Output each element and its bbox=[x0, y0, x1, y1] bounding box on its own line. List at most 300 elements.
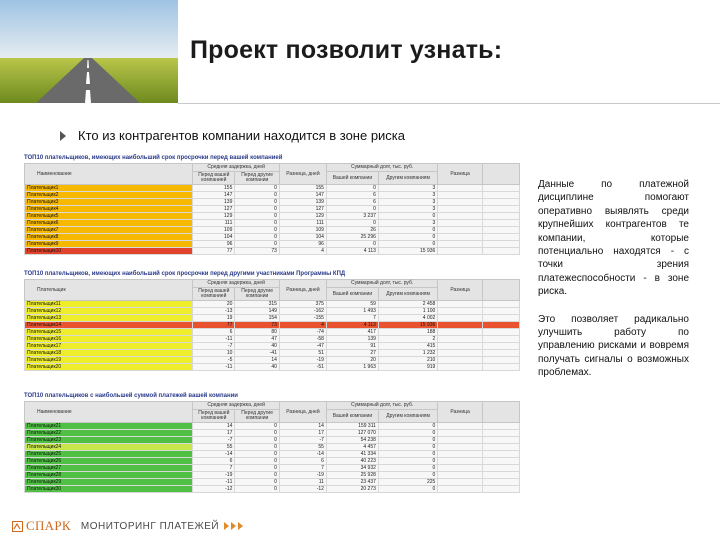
table-cell: 2 458 bbox=[378, 301, 437, 308]
table-cell: 27 bbox=[326, 350, 378, 357]
table-cell: 14 bbox=[193, 423, 235, 430]
spark-logo-icon bbox=[12, 521, 23, 532]
header-group-delay: Средняя задержка, дней bbox=[193, 164, 280, 172]
table-cell bbox=[438, 364, 483, 371]
table-cell: 0 bbox=[235, 472, 280, 479]
table-cell: 55 bbox=[279, 444, 326, 451]
table-cell bbox=[438, 336, 483, 343]
page-title: Проект позволит узнать: bbox=[190, 36, 503, 64]
table-cell: -7 bbox=[193, 437, 235, 444]
table-cell-empty bbox=[482, 206, 519, 213]
table-cell: 0 bbox=[378, 451, 437, 458]
payer-name: Плательщик21 bbox=[25, 423, 193, 430]
table-row bbox=[25, 234, 520, 241]
table-cell: -11 bbox=[193, 336, 235, 343]
table-cell: 51 bbox=[279, 350, 326, 357]
header-debt-yours: Вашей компании bbox=[326, 172, 378, 185]
table-row bbox=[25, 248, 520, 255]
table-cell: 1 963 bbox=[326, 364, 378, 371]
table-cell: -155 bbox=[279, 315, 326, 322]
table-cell bbox=[438, 322, 483, 329]
payer-name: Плательщик27 bbox=[25, 465, 193, 472]
table-cell: 139 bbox=[279, 199, 326, 206]
table-cell: 0 bbox=[235, 458, 280, 465]
table-cell bbox=[438, 437, 483, 444]
header-delay-others: Перед другие компании bbox=[235, 172, 280, 185]
table-cell bbox=[438, 451, 483, 458]
header-group-delay: Средняя задержка, дней bbox=[193, 280, 280, 288]
table-cell: 14 bbox=[279, 423, 326, 430]
table-cell bbox=[438, 308, 483, 315]
payer-name: Плательщик25 bbox=[25, 451, 193, 458]
table-cell: 0 bbox=[326, 241, 378, 248]
table-cell: 3 bbox=[378, 185, 437, 192]
table-cell: 96 bbox=[279, 241, 326, 248]
table-cell: 111 bbox=[193, 220, 235, 227]
header-delay-yours: Перед вашей компанией bbox=[193, 288, 235, 301]
payer-name: Плательщик9 bbox=[25, 241, 193, 248]
table-row bbox=[25, 206, 520, 213]
table-cell: 417 bbox=[326, 329, 378, 336]
payer-name: Плательщик22 bbox=[25, 430, 193, 437]
table-cell bbox=[438, 479, 483, 486]
table-cell: 6 bbox=[193, 458, 235, 465]
table-top-overdue bbox=[24, 154, 520, 255]
table-cell: 1 100 bbox=[378, 308, 437, 315]
table-cell: 0 bbox=[235, 451, 280, 458]
table-cell bbox=[438, 357, 483, 364]
arrow-right-icon bbox=[60, 131, 66, 141]
table-cell: -12 bbox=[193, 486, 235, 493]
table-cell-empty bbox=[482, 329, 519, 336]
table-cell: 26 bbox=[326, 227, 378, 234]
payer-name: Плательщик29 bbox=[25, 479, 193, 486]
table-cell: 34 932 bbox=[326, 465, 378, 472]
table-cell: -41 bbox=[235, 350, 280, 357]
table-cell: 7 bbox=[326, 315, 378, 322]
table-cell bbox=[438, 192, 483, 199]
table-cell: 127 070 bbox=[326, 430, 378, 437]
table-cell: 20 bbox=[193, 301, 235, 308]
table-cell-empty bbox=[482, 479, 519, 486]
table-cell: 225 bbox=[378, 479, 437, 486]
table-cell: 3 bbox=[378, 206, 437, 213]
table-cell: 10 bbox=[193, 350, 235, 357]
table-cell: -11 bbox=[193, 479, 235, 486]
payer-name: Плательщик12 bbox=[25, 308, 193, 315]
table-row bbox=[25, 444, 520, 451]
table-cell bbox=[438, 472, 483, 479]
payer-name: Плательщик24 bbox=[25, 444, 193, 451]
table-cell-empty bbox=[482, 423, 519, 430]
table-cell: 0 bbox=[235, 234, 280, 241]
payer-name: Плательщик11 bbox=[25, 301, 193, 308]
table-cell-empty bbox=[482, 322, 519, 329]
table-cell: 159 311 bbox=[326, 423, 378, 430]
table-caption: ТОП10 плательщиков с наибольшей суммой платежей вашей компании bbox=[24, 393, 238, 399]
table-row bbox=[25, 486, 520, 493]
table-cell-empty bbox=[482, 220, 519, 227]
table-cell: 0 bbox=[326, 206, 378, 213]
table-cell-empty bbox=[482, 336, 519, 343]
table-cell: 0 bbox=[378, 430, 437, 437]
table-cell bbox=[438, 185, 483, 192]
table-cell: 17 bbox=[279, 430, 326, 437]
payer-name: Плательщик18 bbox=[25, 350, 193, 357]
table-cell bbox=[438, 248, 483, 255]
table-cell: 0 bbox=[235, 465, 280, 472]
table-cell: -162 bbox=[279, 308, 326, 315]
table-cell: 40 223 bbox=[326, 458, 378, 465]
table-cell-empty bbox=[482, 486, 519, 493]
table-cell: 15 936 bbox=[378, 322, 437, 329]
table-cell-empty bbox=[482, 357, 519, 364]
table-cell: 96 bbox=[193, 241, 235, 248]
table-cell: 154 bbox=[235, 315, 280, 322]
payer-name: Плательщик6 bbox=[25, 220, 193, 227]
footer bbox=[12, 519, 243, 533]
table-cell: 4 bbox=[279, 248, 326, 255]
table-cell: 155 bbox=[279, 185, 326, 192]
table-cell bbox=[438, 301, 483, 308]
table-cell: -19 bbox=[279, 472, 326, 479]
table-cell: 41 334 bbox=[326, 451, 378, 458]
table-cell: -14 bbox=[279, 451, 326, 458]
table-row bbox=[25, 185, 520, 192]
table-row bbox=[25, 301, 520, 308]
header-name: Плательщик bbox=[25, 280, 193, 301]
table-cell: 155 bbox=[193, 185, 235, 192]
header-extra bbox=[482, 164, 519, 185]
side-paragraph-2: Это позволяет радикально улучшить работу по управлению рисками и вовремя получать сигналы о возможных проблемах. bbox=[538, 313, 689, 379]
table-cell: 315 bbox=[235, 301, 280, 308]
bullet-point bbox=[60, 128, 405, 143]
header-delay-others: Перед другие компании bbox=[235, 288, 280, 301]
table-cell bbox=[438, 465, 483, 472]
table-cell: 111 bbox=[279, 220, 326, 227]
table-cell: 147 bbox=[279, 192, 326, 199]
table-cell: -7 bbox=[279, 437, 326, 444]
table-cell bbox=[438, 329, 483, 336]
table-cell: 375 bbox=[279, 301, 326, 308]
table-cell: 188 bbox=[378, 329, 437, 336]
table-cell bbox=[438, 234, 483, 241]
table-cell: 4 bbox=[279, 322, 326, 329]
table-top-overdue-others bbox=[24, 270, 520, 371]
table-cell-empty bbox=[482, 248, 519, 255]
table-cell-empty bbox=[482, 364, 519, 371]
side-paragraph-1: Данные по платежной дисциплине помогают оперативно выявлять среди крупнейших контрагентов те компании, которые потенциально находятся - с точки зрения платежеспособности - в зоне риска. bbox=[538, 179, 689, 298]
payer-name: Плательщик30 bbox=[25, 486, 193, 493]
header-group-debt: Суммарный долг, тыс. руб. bbox=[326, 402, 437, 410]
table-row bbox=[25, 472, 520, 479]
payer-name: Плательщик16 bbox=[25, 336, 193, 343]
table-cell-empty bbox=[482, 437, 519, 444]
table-cell: -5 bbox=[193, 357, 235, 364]
table-cell: 4 113 bbox=[326, 322, 378, 329]
table-cell: 109 bbox=[193, 227, 235, 234]
table-cell: -47 bbox=[279, 343, 326, 350]
bullet-text: Кто из контрагентов компании находится в зоне риска bbox=[78, 128, 406, 143]
table-cell: 91 bbox=[326, 343, 378, 350]
table-caption: ТОП10 плательщиков, имеющих наибольший срок просрочки перед вашей компанией bbox=[24, 155, 283, 161]
table-cell: 104 bbox=[279, 234, 326, 241]
table-cell: 139 bbox=[193, 199, 235, 206]
table-cell: 0 bbox=[326, 220, 378, 227]
table-row bbox=[25, 364, 520, 371]
table-cell: -74 bbox=[279, 329, 326, 336]
table-cell: 149 bbox=[235, 308, 280, 315]
table-cell: 0 bbox=[326, 185, 378, 192]
table-cell: 0 bbox=[378, 472, 437, 479]
table-cell: 7 bbox=[193, 465, 235, 472]
table-cell-empty bbox=[482, 185, 519, 192]
table-cell-empty bbox=[482, 308, 519, 315]
table-row bbox=[25, 241, 520, 248]
table-cell: 0 bbox=[235, 220, 280, 227]
data-table bbox=[24, 163, 520, 255]
table-row bbox=[25, 336, 520, 343]
table-cell: 3 237 bbox=[326, 213, 378, 220]
header-diff: Разница bbox=[438, 164, 483, 185]
table-cell: 40 bbox=[235, 364, 280, 371]
table-cell: 7 bbox=[279, 465, 326, 472]
table-cell: 4 002 bbox=[378, 315, 437, 322]
table-cell bbox=[438, 213, 483, 220]
triple-arrow-icon bbox=[224, 522, 243, 530]
table-row bbox=[25, 322, 520, 329]
header-debt-others: Другим компаниям bbox=[378, 288, 437, 301]
payer-name: Плательщик3 bbox=[25, 199, 193, 206]
payer-name: Плательщик13 bbox=[25, 315, 193, 322]
table-cell bbox=[438, 241, 483, 248]
payer-name: Плательщик14 bbox=[25, 322, 193, 329]
header-debt-others: Другим компаниям bbox=[378, 172, 437, 185]
spark-logo: СПАРК bbox=[26, 518, 71, 533]
header-group-delay: Средняя задержка, дней bbox=[193, 402, 280, 410]
table-cell: 20 273 bbox=[326, 486, 378, 493]
table-cell: 25 928 bbox=[326, 472, 378, 479]
table-cell-empty bbox=[482, 444, 519, 451]
table-cell: 129 bbox=[193, 213, 235, 220]
table-cell: 6 bbox=[326, 199, 378, 206]
table-cell: 2 bbox=[378, 336, 437, 343]
table-cell: -12 bbox=[279, 486, 326, 493]
table-row bbox=[25, 479, 520, 486]
table-cell: 73 bbox=[235, 248, 280, 255]
table-cell: 210 bbox=[378, 357, 437, 364]
footer-text: МОНИТОРИНГ ПЛАТЕЖЕЙ bbox=[80, 520, 220, 532]
table-cell: 11 bbox=[279, 479, 326, 486]
table-cell: -58 bbox=[279, 336, 326, 343]
table-cell-empty bbox=[482, 350, 519, 357]
table-cell: 0 bbox=[378, 227, 437, 234]
header-divider bbox=[178, 103, 720, 104]
table-row bbox=[25, 220, 520, 227]
payer-name: Плательщик15 bbox=[25, 329, 193, 336]
payer-name: Плательщик19 bbox=[25, 357, 193, 364]
table-cell: -11 bbox=[193, 364, 235, 371]
table-cell-empty bbox=[482, 465, 519, 472]
table-cell bbox=[438, 350, 483, 357]
table-cell: 77 bbox=[193, 248, 235, 255]
table-cell: 47 bbox=[235, 336, 280, 343]
table-cell: 0 bbox=[378, 444, 437, 451]
table-row bbox=[25, 343, 520, 350]
table-cell: 0 bbox=[378, 423, 437, 430]
payer-name: Плательщик28 bbox=[25, 472, 193, 479]
table-cell bbox=[438, 430, 483, 437]
table-cell: 0 bbox=[235, 437, 280, 444]
table-cell-empty bbox=[482, 234, 519, 241]
table-cell-empty bbox=[482, 315, 519, 322]
table-cell bbox=[438, 444, 483, 451]
table-row bbox=[25, 199, 520, 206]
table-cell: 0 bbox=[378, 234, 437, 241]
table-cell: 25 296 bbox=[326, 234, 378, 241]
table-cell: 0 bbox=[235, 444, 280, 451]
table-row bbox=[25, 329, 520, 336]
table-cell-empty bbox=[482, 227, 519, 234]
table-row bbox=[25, 315, 520, 322]
table-top-payments bbox=[24, 392, 520, 493]
header-diff: Разница bbox=[438, 402, 483, 423]
payer-name: Плательщик17 bbox=[25, 343, 193, 350]
table-cell-empty bbox=[482, 430, 519, 437]
table-cell: 55 bbox=[193, 444, 235, 451]
table-cell: 0 bbox=[235, 213, 280, 220]
payer-name: Плательщик20 bbox=[25, 364, 193, 371]
table-cell: 0 bbox=[378, 465, 437, 472]
header-debt-yours: Вашей компании bbox=[326, 288, 378, 301]
table-cell-empty bbox=[482, 241, 519, 248]
table-cell: 54 238 bbox=[326, 437, 378, 444]
payer-name: Плательщик2 bbox=[25, 192, 193, 199]
table-cell: 19 bbox=[193, 315, 235, 322]
table-row bbox=[25, 192, 520, 199]
header-name: Наименование bbox=[25, 164, 193, 185]
table-row bbox=[25, 227, 520, 234]
table-cell: 147 bbox=[193, 192, 235, 199]
table-cell-empty bbox=[482, 458, 519, 465]
table-cell: -7 bbox=[193, 343, 235, 350]
table-cell: 40 bbox=[235, 343, 280, 350]
table-cell: 6 bbox=[279, 458, 326, 465]
payer-name: Плательщик7 bbox=[25, 227, 193, 234]
table-cell: 139 bbox=[326, 336, 378, 343]
table-cell bbox=[438, 423, 483, 430]
table-cell: 127 bbox=[279, 206, 326, 213]
header-delay-others: Перед другие компании bbox=[235, 410, 280, 423]
table-cell: 0 bbox=[235, 199, 280, 206]
table-cell: -13 bbox=[193, 308, 235, 315]
table-cell: 0 bbox=[235, 241, 280, 248]
table-cell: 415 bbox=[378, 343, 437, 350]
table-row bbox=[25, 430, 520, 437]
table-cell-empty bbox=[482, 213, 519, 220]
table-cell bbox=[438, 486, 483, 493]
table-cell: 104 bbox=[193, 234, 235, 241]
payer-name: Плательщик8 bbox=[25, 234, 193, 241]
table-cell: -19 bbox=[279, 357, 326, 364]
table-cell: 1 493 bbox=[326, 308, 378, 315]
table-cell: 0 bbox=[235, 185, 280, 192]
table-row bbox=[25, 465, 520, 472]
table-cell: 0 bbox=[378, 486, 437, 493]
table-cell: 0 bbox=[235, 486, 280, 493]
table-cell: 0 bbox=[378, 213, 437, 220]
payer-name: Плательщик4 bbox=[25, 206, 193, 213]
table-cell-empty bbox=[482, 301, 519, 308]
header-diff: Разница bbox=[438, 280, 483, 301]
table-cell: 73 bbox=[235, 322, 280, 329]
table-cell: -19 bbox=[193, 472, 235, 479]
table-cell bbox=[438, 206, 483, 213]
table-row bbox=[25, 357, 520, 364]
header-diff-days: Разница, дней bbox=[279, 164, 326, 185]
table-row bbox=[25, 308, 520, 315]
table-cell: 3 bbox=[378, 192, 437, 199]
table-cell: 6 bbox=[193, 329, 235, 336]
table-row bbox=[25, 423, 520, 430]
table-cell: 0 bbox=[235, 479, 280, 486]
table-cell bbox=[438, 220, 483, 227]
header-name: Наименование bbox=[25, 402, 193, 423]
header-delay-yours: Перед вашей компанией bbox=[193, 410, 235, 423]
road-landscape-image bbox=[0, 0, 178, 103]
table-cell-empty bbox=[482, 451, 519, 458]
table-row bbox=[25, 451, 520, 458]
table-cell: -51 bbox=[279, 364, 326, 371]
table-cell: 80 bbox=[235, 329, 280, 336]
table-cell: 20 bbox=[326, 357, 378, 364]
table-cell: 127 bbox=[193, 206, 235, 213]
table-cell bbox=[438, 199, 483, 206]
table-cell: 3 bbox=[378, 199, 437, 206]
table-cell: 4 113 bbox=[326, 248, 378, 255]
table-cell bbox=[438, 315, 483, 322]
table-cell: 0 bbox=[378, 437, 437, 444]
header-diff-days: Разница, дней bbox=[279, 402, 326, 423]
payer-name: Плательщик23 bbox=[25, 437, 193, 444]
table-cell: 0 bbox=[235, 192, 280, 199]
table-cell: 1 232 bbox=[378, 350, 437, 357]
header-debt-yours: Вашей компании bbox=[326, 410, 378, 423]
table-row bbox=[25, 213, 520, 220]
table-cell: 15 936 bbox=[378, 248, 437, 255]
table-row bbox=[25, 437, 520, 444]
payer-name: Плательщик1 bbox=[25, 185, 193, 192]
table-cell: 0 bbox=[235, 227, 280, 234]
data-table bbox=[24, 401, 520, 493]
table-cell: 0 bbox=[235, 430, 280, 437]
data-table bbox=[24, 279, 520, 371]
side-description bbox=[538, 178, 689, 394]
table-cell-empty bbox=[482, 192, 519, 199]
table-cell bbox=[438, 458, 483, 465]
table-cell-empty bbox=[482, 343, 519, 350]
table-cell: 0 bbox=[235, 423, 280, 430]
table-cell: 0 bbox=[235, 206, 280, 213]
table-cell: 919 bbox=[378, 364, 437, 371]
table-cell: 4 457 bbox=[326, 444, 378, 451]
header-debt-others: Другим компаниям bbox=[378, 410, 437, 423]
table-cell-empty bbox=[482, 472, 519, 479]
payer-name: Плательщик10 bbox=[25, 248, 193, 255]
table-cell bbox=[438, 227, 483, 234]
table-cell: 17 bbox=[193, 430, 235, 437]
table-cell: 23 437 bbox=[326, 479, 378, 486]
